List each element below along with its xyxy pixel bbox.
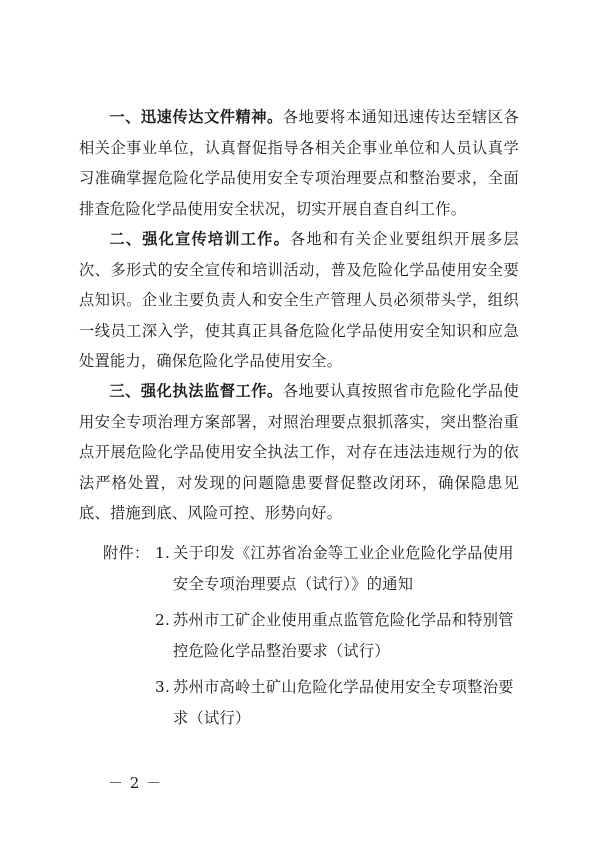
section-1-heading: 一、迅速传达文件精神。: [109, 108, 283, 126]
page-number: － 2 －: [108, 774, 163, 792]
section-3: [79, 376, 519, 529]
attachment-number: 3.: [155, 678, 171, 696]
attachment-number: 2.: [155, 611, 171, 629]
attachments-label: 附件：: [103, 544, 150, 562]
attachment-title: 苏州市工矿企业使用重点监管危险化学品和特别管控危险化学品整治要求（试行）: [173, 611, 514, 660]
attachments: [103, 538, 523, 739]
section-1: [79, 102, 519, 224]
attachment-number: 1.: [155, 544, 171, 562]
section-3-heading: 三、强化执法监督工作。: [109, 382, 283, 400]
section-3-body: 各地要认真按照省市危险化学品使用安全专项治理方案部署，对照治理要点狠抓落实，突出整治重点开展危险化学品使用安全执法工作，对存在违法违规行为的依法严格处置，对发现的问题隐患要督促整改闭环，确保隐患见底、措施到底、风险可控、形势向好。: [79, 382, 520, 522]
attachment-item-2: [155, 605, 523, 666]
section-1-body: 各地要将本通知迅速传达至辖区各相关企事业单位，认真督促指导各相关企事业单位和人员认真学习准确掌握危险化学品使用安全专项治理要点和整治要求，全面排查危险化学品使用安全状况，切实开展自查自纠工作。: [79, 108, 520, 218]
section-2: [79, 224, 519, 377]
attachment-item-3: [155, 672, 523, 733]
attachment-item-1: [103, 538, 523, 599]
section-2-heading: 二、强化宣传培训工作。: [109, 230, 291, 248]
attachment-title: 苏州市高岭土矿山危险化学品使用安全专项整治要求（试行）: [173, 678, 514, 727]
section-2-body: 各地和有关企业要组织开展多层次、多形式的安全宣传和培训活动，普及危险化学品使用安全要点知识。企业主要负责人和安全生产管理人员必须带头学，组织一线员工深入学，使其真正具备危险化学品使用安全知识和应急处置能力，确保危险化学品使用安全。: [79, 230, 519, 370]
attachment-title: 关于印发《江苏省冶金等工业企业危险化学品使用安全专项治理要点（试行）》的通知: [173, 544, 514, 593]
